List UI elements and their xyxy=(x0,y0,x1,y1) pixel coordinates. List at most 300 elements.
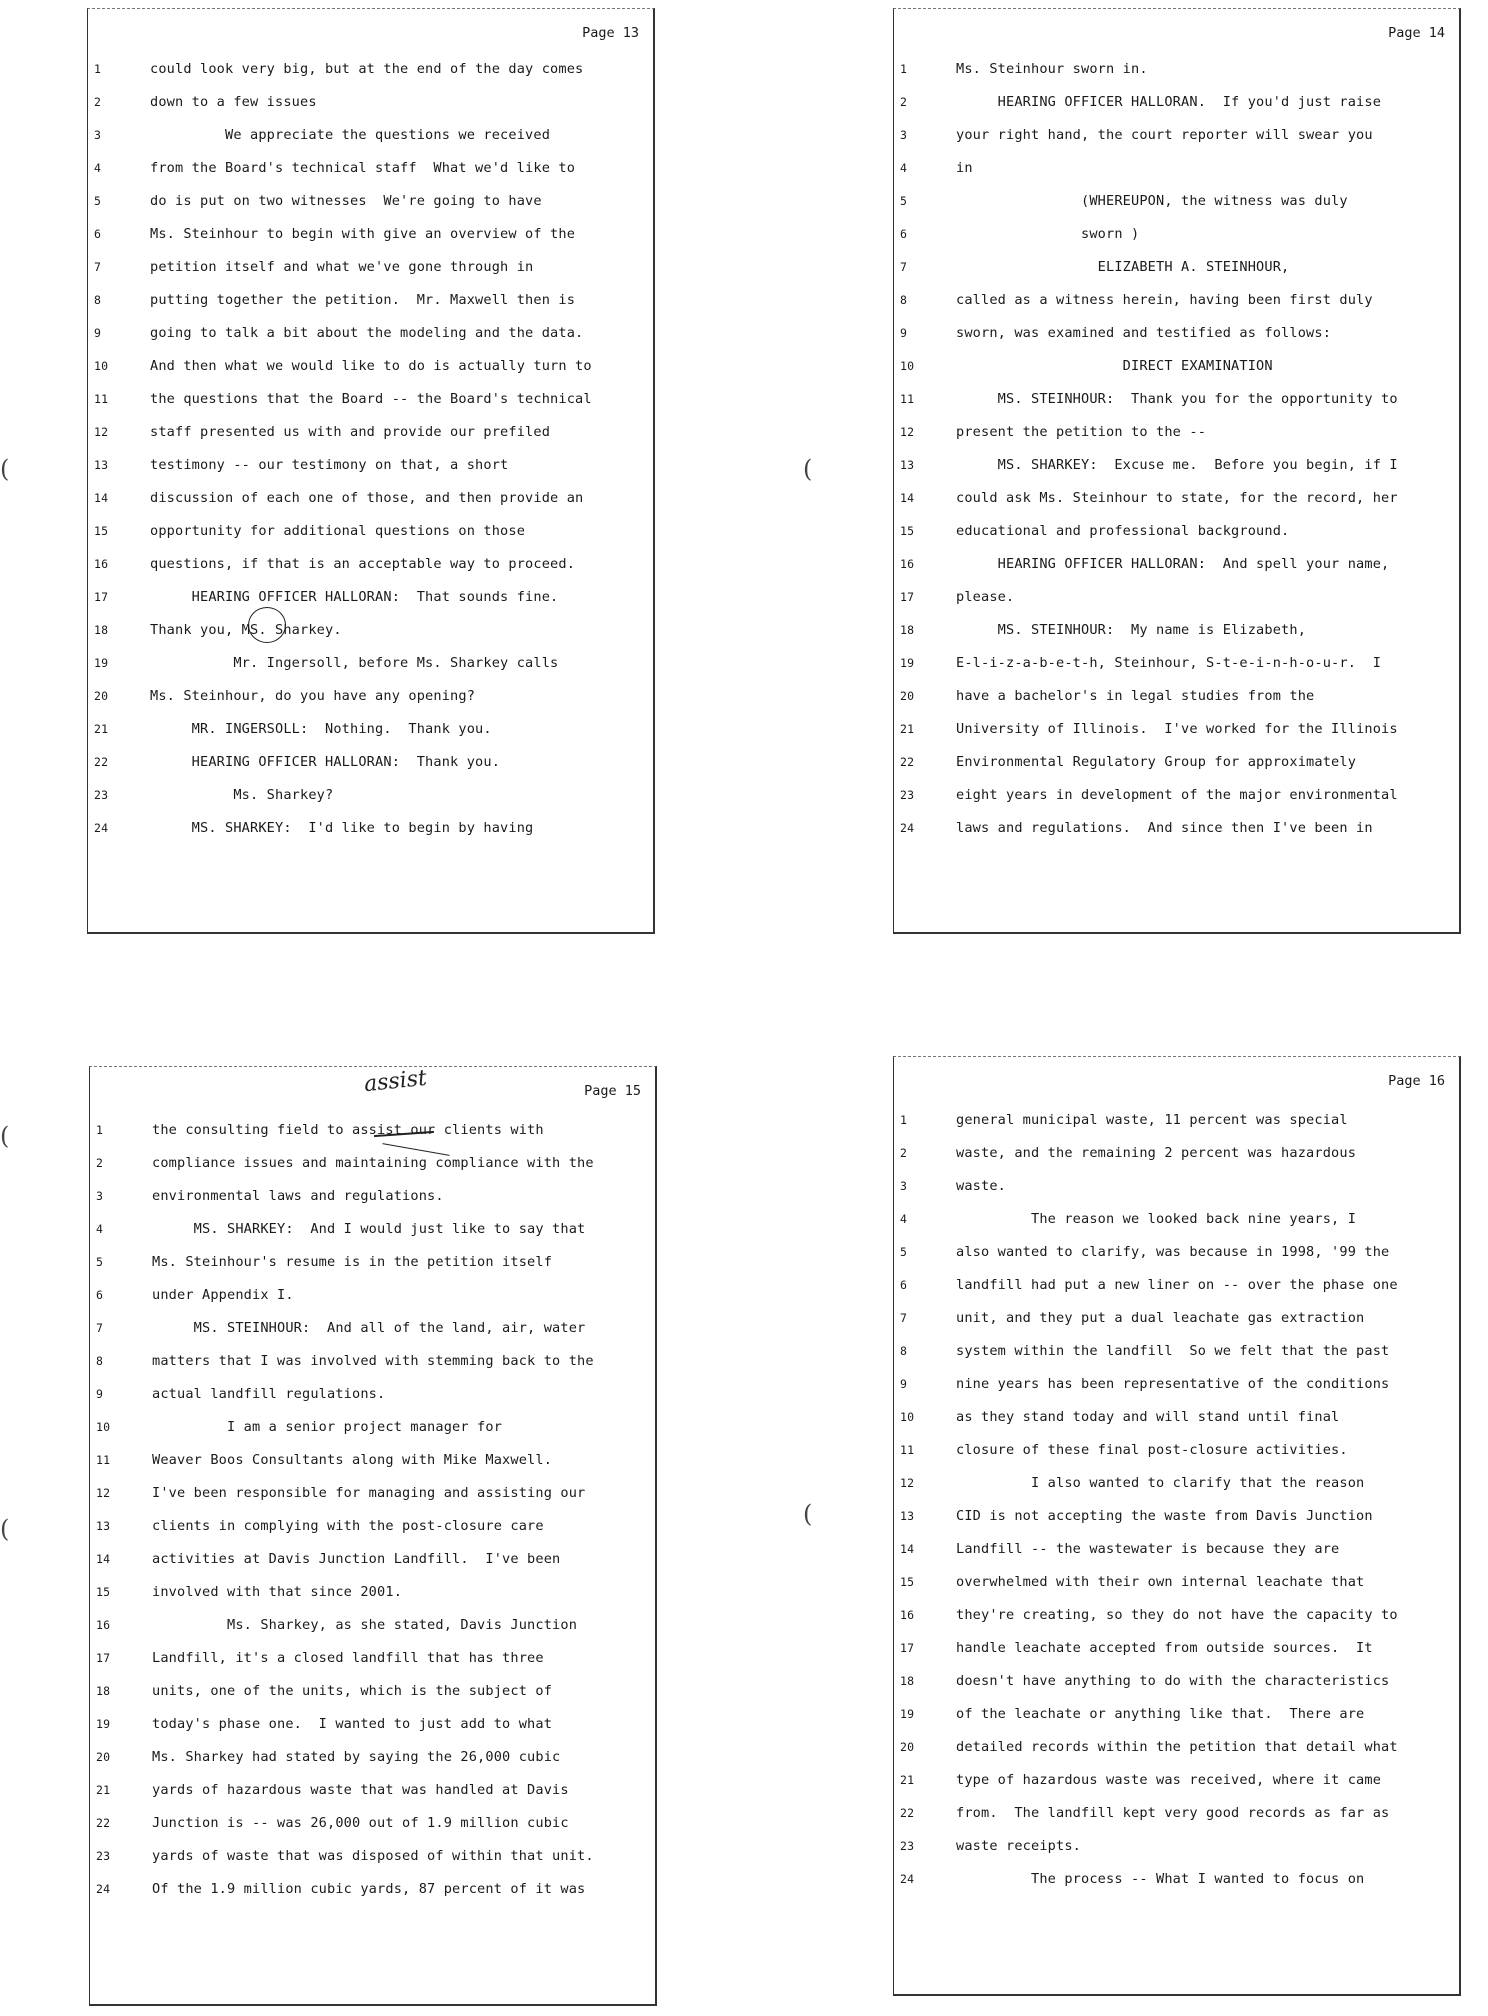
line-text: detailed records within the petition that detail what xyxy=(956,1739,1398,1755)
line-text: overwhelmed with their own internal leachate that xyxy=(956,1574,1365,1590)
line-text: Ms. Steinhour sworn in. xyxy=(956,61,1148,77)
transcript-line xyxy=(894,119,1459,152)
line-text: as they stand today and will stand until final xyxy=(956,1409,1340,1425)
transcript-line xyxy=(894,1335,1459,1368)
line-text: landfill had put a new liner on -- over the phase one xyxy=(956,1277,1398,1293)
transcript-line xyxy=(894,1170,1459,1203)
line-text: nine years has been representative of the conditions xyxy=(956,1376,1390,1392)
line-number: 10 xyxy=(900,359,915,373)
line-number: 16 xyxy=(94,557,109,571)
line-number: 19 xyxy=(96,1717,111,1731)
transcript-lines xyxy=(88,53,653,845)
transcript-line xyxy=(88,812,653,845)
transcript-line xyxy=(90,1180,655,1213)
transcript-line xyxy=(894,317,1459,350)
line-text: E-l-i-z-a-b-e-t-h, Steinhour, S-t-e-i-n-h-o-u-r. I xyxy=(956,655,1382,671)
line-text: The process -- What I wanted to focus on xyxy=(956,1871,1365,1887)
line-text: (WHEREUPON, the witness was duly xyxy=(956,193,1348,209)
line-number: 4 xyxy=(96,1222,104,1236)
line-number: 22 xyxy=(900,1806,915,1820)
line-text: could ask Ms. Steinhour to state, for the record, her xyxy=(956,490,1398,506)
line-number: 23 xyxy=(900,788,915,802)
line-number: 19 xyxy=(900,1707,915,1721)
transcript-line xyxy=(90,1444,655,1477)
line-number: 19 xyxy=(94,656,109,670)
line-number: 21 xyxy=(96,1783,111,1797)
transcript-line xyxy=(90,1642,655,1675)
line-number: 7 xyxy=(96,1321,104,1335)
transcript-line xyxy=(88,317,653,350)
line-text: Of the 1.9 million cubic yards, 87 percent of it was xyxy=(152,1881,586,1897)
line-text: HEARING OFFICER HALLORAN: Thank you. xyxy=(150,754,501,770)
line-text: unit, and they put a dual leachate gas extraction xyxy=(956,1310,1365,1326)
line-number: 4 xyxy=(94,161,102,175)
line-text: Landfill -- the wastewater is because they are xyxy=(956,1541,1340,1557)
transcript-line xyxy=(90,1774,655,1807)
transcript-line xyxy=(88,647,653,680)
line-text: educational and professional background. xyxy=(956,523,1290,539)
margin-mark: ( xyxy=(803,1500,813,1528)
line-number: 24 xyxy=(900,1872,915,1886)
transcript-line xyxy=(90,1510,655,1543)
line-number: 13 xyxy=(96,1519,111,1533)
line-number: 20 xyxy=(900,1740,915,1754)
line-text: closure of these final post-closure activities. xyxy=(956,1442,1348,1458)
transcript-line xyxy=(894,581,1459,614)
transcript-line xyxy=(894,284,1459,317)
line-text: opportunity for additional questions on those xyxy=(150,523,526,539)
line-text: The reason we looked back nine years, I xyxy=(956,1211,1357,1227)
transcript-line xyxy=(88,614,653,647)
line-number: 10 xyxy=(96,1420,111,1434)
transcript-line xyxy=(90,1840,655,1873)
line-number: 17 xyxy=(900,590,915,604)
transcript-line xyxy=(88,185,653,218)
transcript-line xyxy=(90,1213,655,1246)
line-number: 23 xyxy=(900,1839,915,1853)
line-number: 15 xyxy=(96,1585,111,1599)
line-text: Ms. Steinhour's resume is in the petition itself xyxy=(152,1254,553,1270)
line-number: 24 xyxy=(900,821,915,835)
line-number: 11 xyxy=(900,392,915,406)
line-text: under Appendix I. xyxy=(152,1287,294,1303)
line-text: sworn ) xyxy=(956,226,1140,242)
line-text: matters that I was involved with stemming back to the xyxy=(152,1353,594,1369)
line-text: general municipal waste, 11 percent was special xyxy=(956,1112,1348,1128)
transcript-line xyxy=(90,1576,655,1609)
transcript-line xyxy=(90,1477,655,1510)
transcript-line xyxy=(90,1114,655,1147)
line-text: I am a senior project manager for xyxy=(152,1419,503,1435)
line-text: Ms. Sharkey had stated by saying the 26,000 cubic xyxy=(152,1749,561,1765)
line-number: 10 xyxy=(900,1410,915,1424)
line-number: 7 xyxy=(94,260,102,274)
handwritten-correction: assist xyxy=(362,1065,429,1098)
line-text: CID is not accepting the waste from Davis Junction xyxy=(956,1508,1373,1524)
line-number: 4 xyxy=(900,161,908,175)
line-text: from. The landfill kept very good records as far as xyxy=(956,1805,1390,1821)
transcript-lines xyxy=(894,53,1459,845)
line-text: please. xyxy=(956,589,1015,605)
line-number: 6 xyxy=(900,227,908,241)
line-number: 3 xyxy=(96,1189,104,1203)
transcript-line xyxy=(88,251,653,284)
line-number: 12 xyxy=(94,425,109,439)
transcript-line xyxy=(894,1863,1459,1896)
line-number: 4 xyxy=(900,1212,908,1226)
transcript-line xyxy=(88,218,653,251)
transcript-line xyxy=(894,1368,1459,1401)
line-text: system within the landfill So we felt that the past xyxy=(956,1343,1390,1359)
line-text: yards of hazardous waste that was handled at Davis xyxy=(152,1782,569,1798)
line-number: 1 xyxy=(94,62,102,76)
line-number: 22 xyxy=(900,755,915,769)
line-text: units, one of the units, which is the subject of xyxy=(152,1683,553,1699)
line-number: 20 xyxy=(94,689,109,703)
line-number: 12 xyxy=(96,1486,111,1500)
line-text: type of hazardous waste was received, where it came xyxy=(956,1772,1382,1788)
transcript-line xyxy=(88,548,653,581)
line-number: 14 xyxy=(94,491,109,505)
line-number: 9 xyxy=(96,1387,104,1401)
line-number: 17 xyxy=(900,1641,915,1655)
transcript-line xyxy=(894,218,1459,251)
line-text: HEARING OFFICER HALLORAN. If you'd just raise xyxy=(956,94,1382,110)
line-text: MS. SHARKEY: Excuse me. Before you begin, if I xyxy=(956,457,1398,473)
line-text: MS. SHARKEY: I'd like to begin by having xyxy=(150,820,534,836)
line-text: Weaver Boos Consultants along with Mike Maxwell. xyxy=(152,1452,553,1468)
transcript-line xyxy=(90,1345,655,1378)
line-number: 17 xyxy=(96,1651,111,1665)
line-number: 24 xyxy=(96,1882,111,1896)
transcript-line xyxy=(88,713,653,746)
line-text: I also wanted to clarify that the reason xyxy=(956,1475,1365,1491)
transcript-line xyxy=(88,515,653,548)
transcript-page xyxy=(87,8,655,934)
transcript-line xyxy=(894,1533,1459,1566)
transcript-line xyxy=(894,1764,1459,1797)
line-number: 13 xyxy=(900,458,915,472)
transcript-line xyxy=(894,1401,1459,1434)
line-text: Environmental Regulatory Group for approximately xyxy=(956,754,1357,770)
line-number: 6 xyxy=(96,1288,104,1302)
line-text: could look very big, but at the end of the day comes xyxy=(150,61,584,77)
line-number: 15 xyxy=(900,524,915,538)
transcript-line xyxy=(88,152,653,185)
transcript-line xyxy=(88,53,653,86)
line-number: 13 xyxy=(900,1509,915,1523)
line-number: 2 xyxy=(96,1156,104,1170)
page-number: Page 13 xyxy=(582,25,639,41)
line-text: Junction is -- was 26,000 out of 1.9 million cubic xyxy=(152,1815,569,1831)
transcript-line xyxy=(894,251,1459,284)
line-text: from the Board's technical staff What we'd like to xyxy=(150,160,576,176)
line-number: 23 xyxy=(96,1849,111,1863)
line-text: in xyxy=(956,160,973,176)
line-text: waste receipts. xyxy=(956,1838,1082,1854)
margin-mark: ( xyxy=(0,1122,10,1150)
transcript-line xyxy=(894,1434,1459,1467)
line-number: 22 xyxy=(94,755,109,769)
line-text: Mr. Ingersoll, before Ms. Sharkey calls xyxy=(150,655,559,671)
line-number: 6 xyxy=(900,1278,908,1292)
transcript-line xyxy=(90,1873,655,1906)
transcript-line xyxy=(90,1312,655,1345)
transcript-line xyxy=(90,1411,655,1444)
transcript-line xyxy=(90,1147,655,1180)
line-number: 9 xyxy=(94,326,102,340)
line-number: 11 xyxy=(94,392,109,406)
transcript-line xyxy=(88,350,653,383)
transcript-line xyxy=(894,1665,1459,1698)
transcript-line xyxy=(894,482,1459,515)
line-text: activities at Davis Junction Landfill. I've been xyxy=(152,1551,561,1567)
transcript-line xyxy=(894,1467,1459,1500)
line-text: they're creating, so they do not have the capacity to xyxy=(956,1607,1398,1623)
transcript-line xyxy=(894,548,1459,581)
line-text: HEARING OFFICER HALLORAN: And spell your name, xyxy=(956,556,1390,572)
transcript-line xyxy=(894,1830,1459,1863)
line-number: 10 xyxy=(94,359,109,373)
line-text: yards of waste that was disposed of within that unit. xyxy=(152,1848,594,1864)
line-number: 11 xyxy=(900,1443,915,1457)
line-text: MR. INGERSOLL: Nothing. Thank you. xyxy=(150,721,492,737)
transcript-page xyxy=(893,8,1461,934)
line-number: 18 xyxy=(96,1684,111,1698)
transcript-line xyxy=(88,746,653,779)
line-text: University of Illinois. I've worked for the Illinois xyxy=(956,721,1398,737)
line-number: 18 xyxy=(94,623,109,637)
transcript-line xyxy=(894,1500,1459,1533)
transcript-line xyxy=(894,647,1459,680)
transcript-line xyxy=(894,614,1459,647)
line-text: your right hand, the court reporter will swear you xyxy=(956,127,1373,143)
transcript-line xyxy=(894,1566,1459,1599)
transcript-line xyxy=(90,1708,655,1741)
line-number: 21 xyxy=(94,722,109,736)
line-text: compliance issues and maintaining compliance with the xyxy=(152,1155,594,1171)
circle-annotation xyxy=(248,607,286,643)
line-text: Ms. Steinhour to begin with give an overview of the xyxy=(150,226,576,242)
line-text: We appreciate the questions we received xyxy=(150,127,551,143)
line-text: staff presented us with and provide our prefiled xyxy=(150,424,551,440)
transcript-line xyxy=(894,1236,1459,1269)
transcript-line xyxy=(894,1137,1459,1170)
line-text: the questions that the Board -- the Board's technical xyxy=(150,391,592,407)
line-text: down to a few issues xyxy=(150,94,317,110)
line-number: 7 xyxy=(900,1311,908,1325)
line-number: 9 xyxy=(900,1377,908,1391)
line-text: present the petition to the -- xyxy=(956,424,1207,440)
line-number: 11 xyxy=(96,1453,111,1467)
line-number: 8 xyxy=(900,293,908,307)
transcript-line xyxy=(894,1269,1459,1302)
line-number: 8 xyxy=(94,293,102,307)
transcript-line xyxy=(894,416,1459,449)
line-number: 20 xyxy=(96,1750,111,1764)
margin-mark: ( xyxy=(0,1515,10,1543)
transcript-line xyxy=(894,185,1459,218)
transcript-line xyxy=(894,1731,1459,1764)
line-number: 20 xyxy=(900,689,915,703)
line-number: 15 xyxy=(900,1575,915,1589)
transcript-line xyxy=(90,1675,655,1708)
line-text: putting together the petition. Mr. Maxwell then is xyxy=(150,292,576,308)
transcript-line xyxy=(894,1203,1459,1236)
line-number: 3 xyxy=(900,128,908,142)
page-number: Page 14 xyxy=(1388,25,1445,41)
line-number: 12 xyxy=(900,425,915,439)
line-text: environmental laws and regulations. xyxy=(152,1188,444,1204)
transcript-line xyxy=(90,1279,655,1312)
line-text: doesn't have anything to do with the characteristics xyxy=(956,1673,1390,1689)
line-text: ELIZABETH A. STEINHOUR, xyxy=(956,259,1290,275)
line-number: 19 xyxy=(900,656,915,670)
line-number: 14 xyxy=(900,1542,915,1556)
transcript-line xyxy=(894,746,1459,779)
transcript-line xyxy=(894,1104,1459,1137)
line-number: 6 xyxy=(94,227,102,241)
line-number: 2 xyxy=(900,1146,908,1160)
transcript-line xyxy=(90,1246,655,1279)
line-text: waste, and the remaining 2 percent was hazardous xyxy=(956,1145,1357,1161)
transcript-line xyxy=(894,1632,1459,1665)
line-number: 21 xyxy=(900,1773,915,1787)
transcript-line xyxy=(894,812,1459,845)
line-text: today's phase one. I wanted to just add to what xyxy=(152,1716,553,1732)
line-number: 2 xyxy=(94,95,102,109)
line-number: 18 xyxy=(900,1674,915,1688)
line-text: MS. SHARKEY: And I would just like to say that xyxy=(152,1221,586,1237)
line-text: HEARING OFFICER HALLORAN: That sounds fine. xyxy=(150,589,559,605)
transcript-line xyxy=(90,1609,655,1642)
transcript-line xyxy=(894,680,1459,713)
line-text: waste. xyxy=(956,1178,1007,1194)
page-number: Page 15 xyxy=(584,1083,641,1099)
transcript-line xyxy=(894,86,1459,119)
transcript-line xyxy=(894,449,1459,482)
line-number: 13 xyxy=(94,458,109,472)
transcript-line xyxy=(88,680,653,713)
transcript-line xyxy=(88,284,653,317)
line-text: And then what we would like to do is actually turn to xyxy=(150,358,592,374)
transcript-line xyxy=(88,482,653,515)
transcript-line xyxy=(894,1797,1459,1830)
line-number: 24 xyxy=(94,821,109,835)
transcript-lines xyxy=(90,1114,655,1906)
line-number: 5 xyxy=(900,194,908,208)
line-number: 16 xyxy=(900,557,915,571)
line-number: 21 xyxy=(900,722,915,736)
transcript-line xyxy=(90,1741,655,1774)
transcript-line xyxy=(88,86,653,119)
line-text: going to talk a bit about the modeling and the data. xyxy=(150,325,584,341)
line-text: sworn, was examined and testified as follows: xyxy=(956,325,1332,341)
line-text: eight years in development of the major environmental xyxy=(956,787,1398,803)
margin-mark: ( xyxy=(803,455,813,483)
line-text: petition itself and what we've gone through in xyxy=(150,259,534,275)
line-number: 7 xyxy=(900,260,908,274)
line-text: do is put on two witnesses We're going to have xyxy=(150,193,542,209)
transcript-line xyxy=(90,1378,655,1411)
transcript-line xyxy=(894,1599,1459,1632)
line-text: also wanted to clarify, was because in 1998, '99 the xyxy=(956,1244,1390,1260)
transcript-line xyxy=(88,119,653,152)
transcript-line xyxy=(894,383,1459,416)
line-number: 5 xyxy=(96,1255,104,1269)
line-number: 8 xyxy=(96,1354,104,1368)
line-number: 23 xyxy=(94,788,109,802)
line-text: the consulting field to assist our clients with xyxy=(152,1122,544,1138)
line-text: clients in complying with the post-closure care xyxy=(152,1518,544,1534)
line-number: 16 xyxy=(900,1608,915,1622)
line-number: 15 xyxy=(94,524,109,538)
transcript-line xyxy=(894,1302,1459,1335)
transcript-line xyxy=(894,515,1459,548)
transcript-line xyxy=(88,779,653,812)
line-text: Ms. Sharkey, as she stated, Davis Junction xyxy=(152,1617,578,1633)
line-text: Ms. Steinhour, do you have any opening? xyxy=(150,688,476,704)
line-number: 1 xyxy=(900,62,908,76)
line-text: testimony -- our testimony on that, a short xyxy=(150,457,509,473)
line-number: 14 xyxy=(96,1552,111,1566)
line-number: 5 xyxy=(94,194,102,208)
transcript-page xyxy=(89,1066,657,2006)
transcript-line xyxy=(894,1698,1459,1731)
line-number: 3 xyxy=(94,128,102,142)
transcript-line xyxy=(88,416,653,449)
line-text: discussion of each one of those, and then provide an xyxy=(150,490,584,506)
line-number: 5 xyxy=(900,1245,908,1259)
line-text: questions, if that is an acceptable way to proceed. xyxy=(150,556,576,572)
transcript-line xyxy=(894,350,1459,383)
line-number: 9 xyxy=(900,326,908,340)
line-text: called as a witness herein, having been first duly xyxy=(956,292,1373,308)
transcript-page xyxy=(893,1056,1461,1996)
transcript-line xyxy=(894,779,1459,812)
line-number: 14 xyxy=(900,491,915,505)
transcript-lines xyxy=(894,1104,1459,1896)
line-number: 17 xyxy=(94,590,109,604)
line-text: laws and regulations. And since then I've been in xyxy=(956,820,1373,836)
line-text: Thank you, MS. Sharkey. xyxy=(150,622,342,638)
line-text: involved with that since 2001. xyxy=(152,1584,403,1600)
transcript-line xyxy=(894,53,1459,86)
line-number: 2 xyxy=(900,95,908,109)
line-text: MS. STEINHOUR: And all of the land, air, water xyxy=(152,1320,586,1336)
line-text: of the leachate or anything like that. There are xyxy=(956,1706,1365,1722)
transcript-line xyxy=(894,713,1459,746)
line-text: have a bachelor's in legal studies from the xyxy=(956,688,1315,704)
line-text: actual landfill regulations. xyxy=(152,1386,386,1402)
line-number: 8 xyxy=(900,1344,908,1358)
transcript-line xyxy=(90,1543,655,1576)
line-number: 18 xyxy=(900,623,915,637)
line-number: 16 xyxy=(96,1618,111,1632)
margin-mark: ( xyxy=(0,455,10,483)
line-text: I've been responsible for managing and assisting our xyxy=(152,1485,586,1501)
transcript-line xyxy=(88,449,653,482)
line-number: 22 xyxy=(96,1816,111,1830)
transcript-line xyxy=(90,1807,655,1840)
transcript-line xyxy=(88,383,653,416)
transcript-line xyxy=(894,152,1459,185)
line-text: DIRECT EXAMINATION xyxy=(956,358,1273,374)
line-text: MS. STEINHOUR: My name is Elizabeth, xyxy=(956,622,1307,638)
page-number: Page 16 xyxy=(1388,1073,1445,1089)
line-text: handle leachate accepted from outside sources. It xyxy=(956,1640,1373,1656)
line-number: 3 xyxy=(900,1179,908,1193)
